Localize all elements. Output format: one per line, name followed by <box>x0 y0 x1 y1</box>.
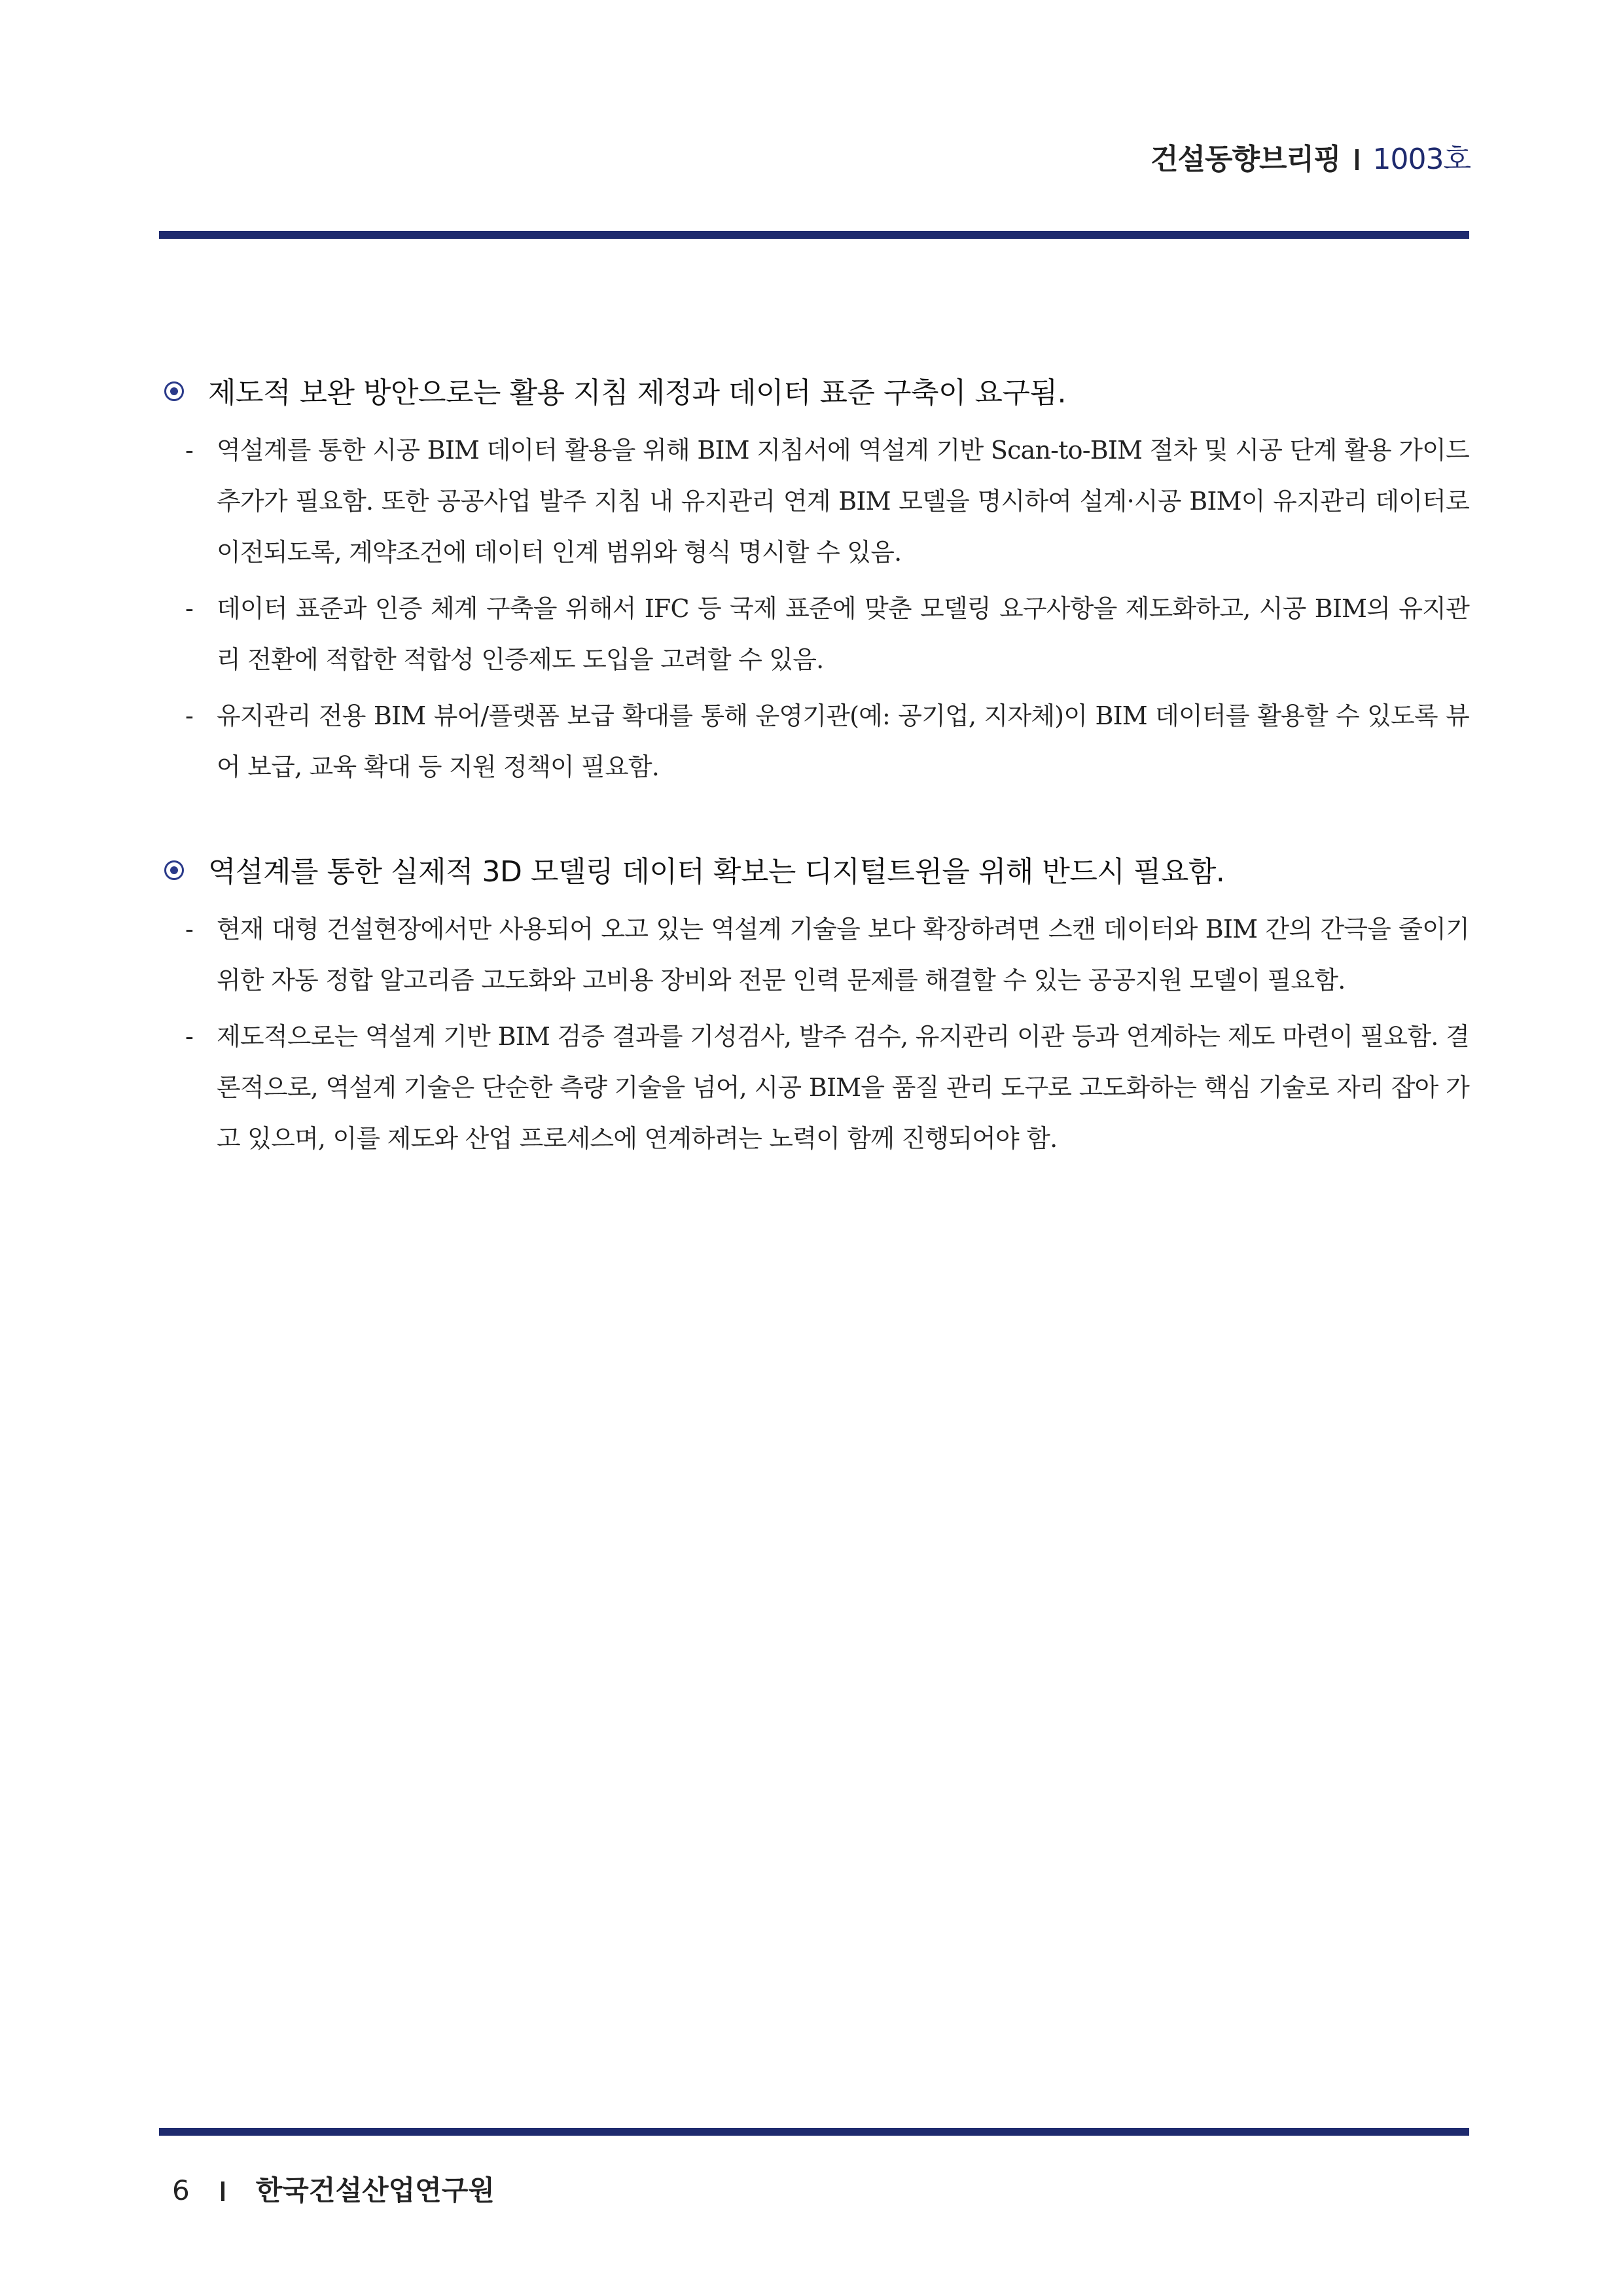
organization-name: 한국건설산업연구원 <box>255 2174 495 2206</box>
running-header <box>1150 135 1471 177</box>
dash-marker: - <box>185 1022 194 1051</box>
section-heading-text: 역설계를 통한 실제적 3D 모델링 데이터 확보는 디지털트윈을 위해 반드시 필요함. <box>208 855 1225 889</box>
section-heading-text: 제도적 보완 방안으로는 활용 지침 제정과 데이터 표준 구축이 요구됨. <box>208 376 1066 410</box>
list-item-text: 데이터 표준과 인증 체계 구축을 위해서 IFC 등 국제 표준에 맞춘 모델링 요구사항을 제도화하고, 시공 BIM의 유지관리 전환에 적합한 적합성 인증제도 도입을 고려할 수 있음. <box>217 594 1469 674</box>
list-item <box>159 904 1469 1006</box>
circle-bullet-icon <box>164 860 184 880</box>
page-number: 6 <box>172 2174 190 2206</box>
footer-separator <box>221 2181 224 2201</box>
issue-number: 1003호 <box>1372 143 1471 176</box>
circle-bullet-icon <box>164 381 184 401</box>
list-item-text: 제도적으로는 역설계 기반 BIM 검증 결과를 기성검사, 발주 검수, 유지관리 이관 등과 연계하는 제도 마련이 필요함. 결론적으로, 역설계 기술은 단순한 측량 기술을 넘어, 시공 BIM을 품질 관리 도구로 고도화하는 핵심 기술로 자리 잡아 가고 있으며, 이를 제도와 산업 프로세스에 연계하려는 노력이 함께 진행되어야 함. <box>217 1022 1469 1153</box>
list-item <box>159 690 1469 792</box>
page-footer <box>172 2169 495 2208</box>
dash-marker: - <box>185 701 194 730</box>
list-item-text: 현재 대형 건설현장에서만 사용되어 오고 있는 역설계 기술을 보다 확장하려면 스캔 데이터와 BIM 간의 간극을 줄이기 위한 자동 정합 알고리즘 고도화와 고비용 장비와 전문 인력 문제를 해결할 수 있는 공공지원 모델이 필요함. <box>217 915 1469 995</box>
header-rule <box>159 231 1469 239</box>
list-item-text: 역설계를 통한 시공 BIM 데이터 활용을 위해 BIM 지침서에 역설계 기반 Scan-to-BIM 절차 및 시공 단계 활용 가이드 추가가 필요함. 또한 공공사업 발주 지침 내 유지관리 연계 BIM 모델을 명시하여 설계·시공 BIM이 유지관리 데이터로 이전되도록, 계약조건에 데이터 인계 범위와 형식 명시할 수 있음. <box>217 436 1469 567</box>
section-heading <box>159 849 1469 896</box>
list-item-text: 유지관리 전용 BIM 뷰어/플랫폼 보급 확대를 통해 운영기관(예: 공기업, 지자체)이 BIM 데이터를 활용할 수 있도록 뷰어 보급, 교육 확대 등 지원 정책이 필요함. <box>217 701 1469 781</box>
section-2 <box>159 849 1469 1169</box>
bullet-list <box>159 904 1469 1164</box>
bullet-list <box>159 425 1469 792</box>
dash-marker: - <box>185 594 194 623</box>
dash-marker: - <box>185 436 194 465</box>
list-item <box>159 583 1469 685</box>
section-heading <box>159 370 1469 417</box>
dash-marker: - <box>185 915 194 944</box>
list-item <box>159 425 1469 578</box>
publication-title: 건설동향브리핑 <box>1150 143 1341 176</box>
list-item <box>159 1011 1469 1164</box>
footer-rule <box>159 2128 1469 2136</box>
section-1 <box>159 370 1469 798</box>
header-separator <box>1355 149 1359 170</box>
